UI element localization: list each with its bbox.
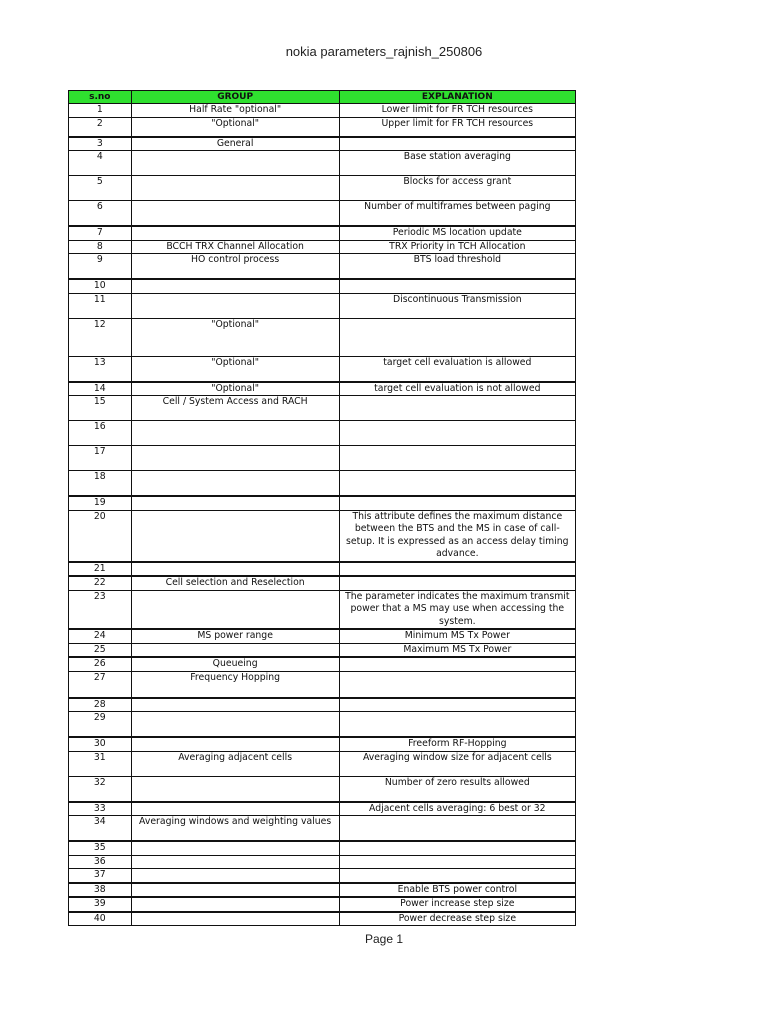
cell-explanation: Number of multiframes between paging — [339, 201, 575, 227]
table-row — [69, 254, 576, 280]
cell-explanation — [339, 657, 575, 671]
table-row — [69, 421, 576, 446]
cell-group — [131, 712, 339, 738]
cell-explanation — [339, 841, 575, 855]
table-row — [69, 318, 576, 356]
table-row — [69, 396, 576, 421]
table-row — [69, 712, 576, 738]
cell-group: Half Rate "optional" — [131, 104, 339, 118]
cell-group: Averaging windows and weighting values — [131, 816, 339, 842]
cell-explanation — [339, 279, 575, 293]
cell-sno: 12 — [69, 318, 132, 356]
table-row — [69, 151, 576, 176]
cell-group — [131, 643, 339, 657]
cell-sno: 6 — [69, 201, 132, 227]
table-row — [69, 356, 576, 382]
cell-sno: 30 — [69, 737, 132, 751]
cell-explanation: Enable BTS power control — [339, 883, 575, 898]
cell-sno: 31 — [69, 751, 132, 776]
cell-sno: 17 — [69, 446, 132, 471]
cell-explanation: Lower limit for FR TCH resources — [339, 104, 575, 118]
cell-group — [131, 855, 339, 869]
cell-sno: 9 — [69, 254, 132, 280]
cell-sno: 5 — [69, 176, 132, 201]
table-row — [69, 240, 576, 254]
cell-sno: 21 — [69, 562, 132, 577]
cell-group: BCCH TRX Channel Allocation — [131, 240, 339, 254]
cell-sno: 7 — [69, 226, 132, 240]
cell-sno: 15 — [69, 396, 132, 421]
table-row — [69, 751, 576, 776]
cell-group — [131, 897, 339, 912]
cell-group — [131, 912, 339, 926]
cell-explanation: BTS load threshold — [339, 254, 575, 280]
cell-explanation — [339, 576, 575, 590]
header-explanation: EXPLANATION — [339, 91, 575, 104]
cell-sno: 13 — [69, 356, 132, 382]
cell-group: MS power range — [131, 629, 339, 643]
cell-explanation — [339, 318, 575, 356]
table-row — [69, 643, 576, 657]
cell-group — [131, 201, 339, 227]
cell-group — [131, 151, 339, 176]
cell-sno: 36 — [69, 855, 132, 869]
cell-group — [131, 776, 339, 802]
cell-explanation — [339, 816, 575, 842]
cell-explanation: Maximum MS Tx Power — [339, 643, 575, 657]
cell-sno: 38 — [69, 883, 132, 898]
table-row — [69, 293, 576, 318]
cell-group: "Optional" — [131, 356, 339, 382]
cell-explanation: Freeform RF-Hopping — [339, 737, 575, 751]
table-row — [69, 657, 576, 671]
document-title: nokia parameters_rajnish_250806 — [285, 44, 483, 59]
table-body — [69, 104, 576, 926]
table-row — [69, 279, 576, 293]
cell-group: Cell selection and Reselection — [131, 576, 339, 590]
cell-sno: 4 — [69, 151, 132, 176]
cell-explanation: target cell evaluation is not allowed — [339, 382, 575, 396]
table-row — [69, 496, 576, 510]
cell-sno: 20 — [69, 510, 132, 562]
table-row — [69, 137, 576, 151]
table-row — [69, 841, 576, 855]
table-row — [69, 816, 576, 842]
table-row — [69, 104, 576, 118]
cell-group: HO control process — [131, 254, 339, 280]
cell-explanation — [339, 496, 575, 510]
table-row — [69, 737, 576, 751]
cell-sno: 25 — [69, 643, 132, 657]
table-header-row — [69, 91, 576, 104]
cell-sno: 10 — [69, 279, 132, 293]
cell-explanation — [339, 562, 575, 577]
cell-sno: 33 — [69, 802, 132, 816]
cell-group — [131, 802, 339, 816]
cell-group: "Optional" — [131, 117, 339, 137]
cell-explanation: TRX Priority in TCH Allocation — [339, 240, 575, 254]
cell-sno: 23 — [69, 590, 132, 629]
table-row — [69, 869, 576, 883]
cell-group — [131, 226, 339, 240]
cell-group — [131, 293, 339, 318]
table-row — [69, 176, 576, 201]
cell-sno: 22 — [69, 576, 132, 590]
cell-group — [131, 421, 339, 446]
cell-explanation: Discontinuous Transmission — [339, 293, 575, 318]
cell-explanation: This attribute defines the maximum distance between the BTS and the MS in case of call-setup. It is expressed as an access delay timing advance. — [339, 510, 575, 562]
table-row — [69, 698, 576, 712]
table-row — [69, 471, 576, 497]
cell-group — [131, 883, 339, 898]
cell-group — [131, 698, 339, 712]
cell-explanation — [339, 396, 575, 421]
cell-group: "Optional" — [131, 318, 339, 356]
cell-explanation: Base station averaging — [339, 151, 575, 176]
cell-explanation: The parameter indicates the maximum transmit power that a MS may use when accessing the system. — [339, 590, 575, 629]
cell-explanation — [339, 671, 575, 698]
cell-group — [131, 869, 339, 883]
cell-explanation — [339, 869, 575, 883]
cell-sno: 32 — [69, 776, 132, 802]
table-row — [69, 382, 576, 396]
cell-group — [131, 176, 339, 201]
cell-sno: 39 — [69, 897, 132, 912]
cell-explanation — [339, 855, 575, 869]
cell-group — [131, 590, 339, 629]
cell-sno: 18 — [69, 471, 132, 497]
table-row — [69, 226, 576, 240]
cell-group — [131, 496, 339, 510]
table-row — [69, 912, 576, 926]
cell-group — [131, 279, 339, 293]
cell-sno: 11 — [69, 293, 132, 318]
cell-sno: 1 — [69, 104, 132, 118]
cell-sno: 24 — [69, 629, 132, 643]
cell-group — [131, 471, 339, 497]
cell-group — [131, 446, 339, 471]
cell-sno: 26 — [69, 657, 132, 671]
cell-explanation — [339, 421, 575, 446]
cell-group — [131, 737, 339, 751]
cell-sno: 8 — [69, 240, 132, 254]
table-row — [69, 802, 576, 816]
cell-sno: 2 — [69, 117, 132, 137]
table-row — [69, 855, 576, 869]
cell-explanation — [339, 446, 575, 471]
cell-explanation: Adjacent cells averaging: 6 best or 32 — [339, 802, 575, 816]
cell-explanation — [339, 712, 575, 738]
cell-group — [131, 562, 339, 577]
cell-group: "Optional" — [131, 382, 339, 396]
cell-sno: 35 — [69, 841, 132, 855]
cell-explanation — [339, 698, 575, 712]
cell-group: Averaging adjacent cells — [131, 751, 339, 776]
cell-explanation — [339, 137, 575, 151]
cell-sno: 14 — [69, 382, 132, 396]
cell-sno: 29 — [69, 712, 132, 738]
cell-group: Frequency Hopping — [131, 671, 339, 698]
table-row — [69, 629, 576, 643]
table-row — [69, 201, 576, 227]
cell-explanation: Periodic MS location update — [339, 226, 575, 240]
cell-explanation: Number of zero results allowed — [339, 776, 575, 802]
table-row — [69, 883, 576, 898]
cell-sno: 28 — [69, 698, 132, 712]
cell-group: Cell / System Access and RACH — [131, 396, 339, 421]
cell-sno: 27 — [69, 671, 132, 698]
cell-explanation: Power increase step size — [339, 897, 575, 912]
table-row — [69, 510, 576, 562]
table-row — [69, 671, 576, 698]
table-row — [69, 776, 576, 802]
cell-explanation — [339, 471, 575, 497]
table-row — [69, 117, 576, 137]
cell-group: Queueing — [131, 657, 339, 671]
table-row — [69, 590, 576, 629]
table-row — [69, 562, 576, 577]
cell-explanation: Averaging window size for adjacent cells — [339, 751, 575, 776]
cell-explanation: Power decrease step size — [339, 912, 575, 926]
table-row — [69, 897, 576, 912]
cell-sno: 34 — [69, 816, 132, 842]
parameters-table — [68, 90, 576, 926]
cell-group — [131, 510, 339, 562]
cell-sno: 19 — [69, 496, 132, 510]
table-row — [69, 576, 576, 590]
table-row — [69, 446, 576, 471]
header-sno: s.no — [69, 91, 132, 104]
cell-group: General — [131, 137, 339, 151]
cell-explanation: Blocks for access grant — [339, 176, 575, 201]
cell-explanation: target cell evaluation is allowed — [339, 356, 575, 382]
cell-sno: 3 — [69, 137, 132, 151]
cell-sno: 37 — [69, 869, 132, 883]
header-group: GROUP — [131, 91, 339, 104]
page-footer: Page 1 — [364, 932, 404, 946]
cell-explanation: Upper limit for FR TCH resources — [339, 117, 575, 137]
cell-group — [131, 841, 339, 855]
cell-explanation: Minimum MS Tx Power — [339, 629, 575, 643]
cell-sno: 40 — [69, 912, 132, 926]
cell-sno: 16 — [69, 421, 132, 446]
